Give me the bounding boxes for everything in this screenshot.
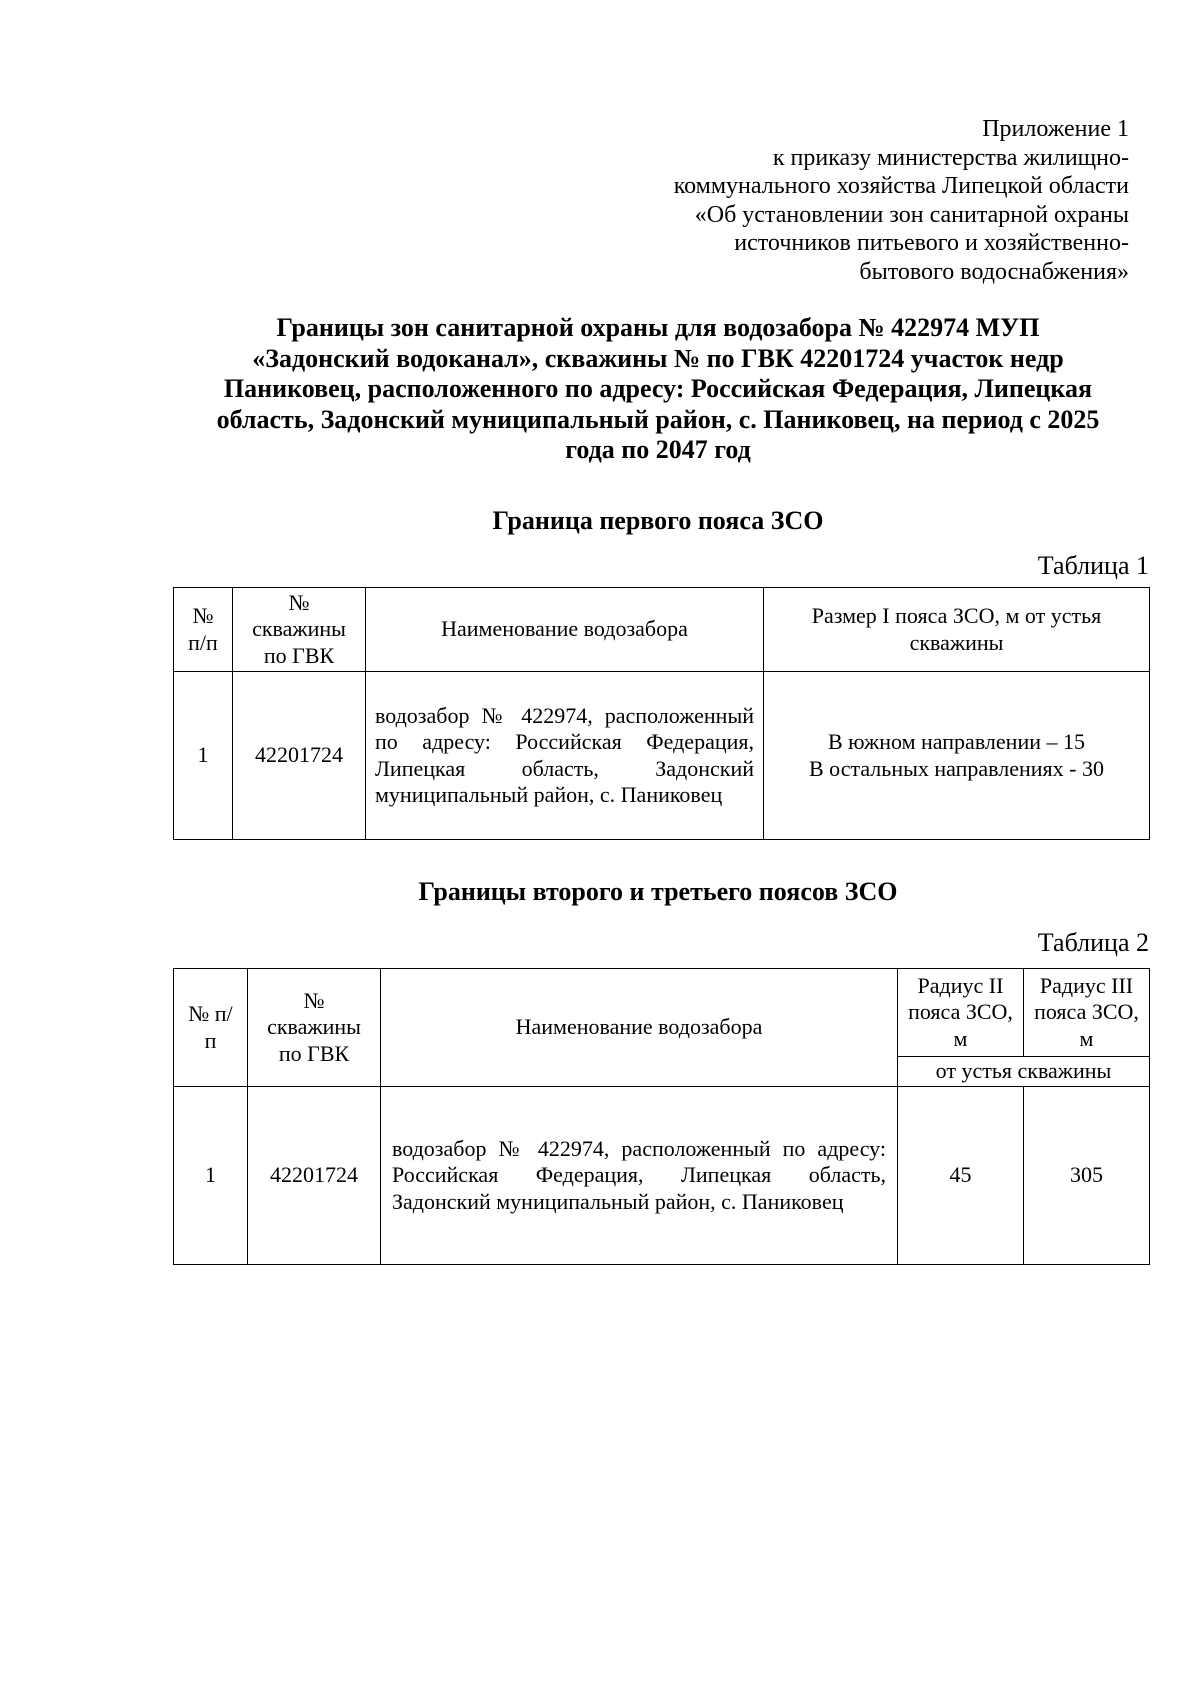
document-title [168, 313, 1148, 466]
title-line: Паниковец, расположенного по адресу: Российская Федерация, Липецкая [223, 374, 1093, 403]
header-name: Наименование водозабора [381, 969, 898, 1087]
table-first-belt [173, 587, 1150, 840]
header-from-wellhead: от устья скважины [898, 1057, 1150, 1087]
title-line: область, Задонский муниципальный район, с. Паниковец, на период с 2025 [216, 404, 1100, 434]
table2-caption: Таблица 2 [1037, 928, 1149, 957]
cell-radius2: 45 [898, 1087, 1024, 1265]
header-radius2: Радиус II пояса ЗСО, м [898, 969, 1024, 1057]
header-num: № п/п [174, 588, 233, 672]
cell-num: 1 [174, 672, 233, 840]
title-line: года по 2047 год [565, 435, 751, 464]
header-name: Наименование водозабора [366, 588, 764, 672]
title-line: «Задонский водоканал», скважины № по ГВК 42201724 участок недр [252, 343, 1064, 373]
header-size: Размер I пояса ЗСО, м от устья скважины [764, 588, 1150, 672]
cell-size [764, 672, 1150, 840]
table-row [174, 672, 1150, 840]
cell-well: 42201724 [248, 1087, 381, 1265]
cell-num: 1 [174, 1087, 248, 1265]
appendix-line: «Об установлении зон санитарной охраны [694, 201, 1129, 228]
header-num: № п/п [174, 969, 248, 1087]
header-well: № скважины по ГВК [248, 969, 381, 1087]
header-well: № скважины по ГВК [233, 588, 366, 672]
cell-radius3: 305 [1024, 1087, 1150, 1265]
table1-caption: Таблица 1 [1037, 551, 1149, 580]
section1-title: Граница первого пояса ЗСО [492, 506, 824, 535]
cell-well: 42201724 [233, 672, 366, 840]
appendix-line: коммунального хозяйства Липецкой области [673, 173, 1129, 199]
appendix-line: бытового водоснабжения» [859, 258, 1129, 285]
header-radius3: Радиус III пояса ЗСО, м [1024, 969, 1150, 1057]
table-header-row [174, 969, 1150, 1057]
cell-name: водозабор № 422974, расположенный по адресу: Российская Федерация, Липецкая область, Задонский муниципальный район, с. Паниковец [366, 672, 764, 840]
title-line: Границы зон санитарной охраны для водозабора № 422974 МУП [276, 313, 1040, 342]
table-second-third-belts [173, 968, 1150, 1265]
appendix-block [569, 115, 1129, 286]
cell-name: водозабор № 422974, расположенный по адресу: Российская Федерация, Липецкая область, Задонский муниципальный район, с. Паниковец [381, 1087, 898, 1265]
table-row [174, 1087, 1150, 1265]
size-other: В остальных направлениях - 30 [808, 755, 1104, 781]
size-south: В южном направлении – 15 [828, 729, 1085, 754]
appendix-line: Приложение 1 [982, 116, 1129, 142]
appendix-line: к приказу министерства жилищно- [772, 144, 1129, 171]
appendix-line: источников питьевого и хозяйственно- [734, 230, 1129, 256]
section2-title: Границы второго и третьего поясов ЗСО [418, 877, 898, 906]
table-header-row [174, 588, 1150, 672]
